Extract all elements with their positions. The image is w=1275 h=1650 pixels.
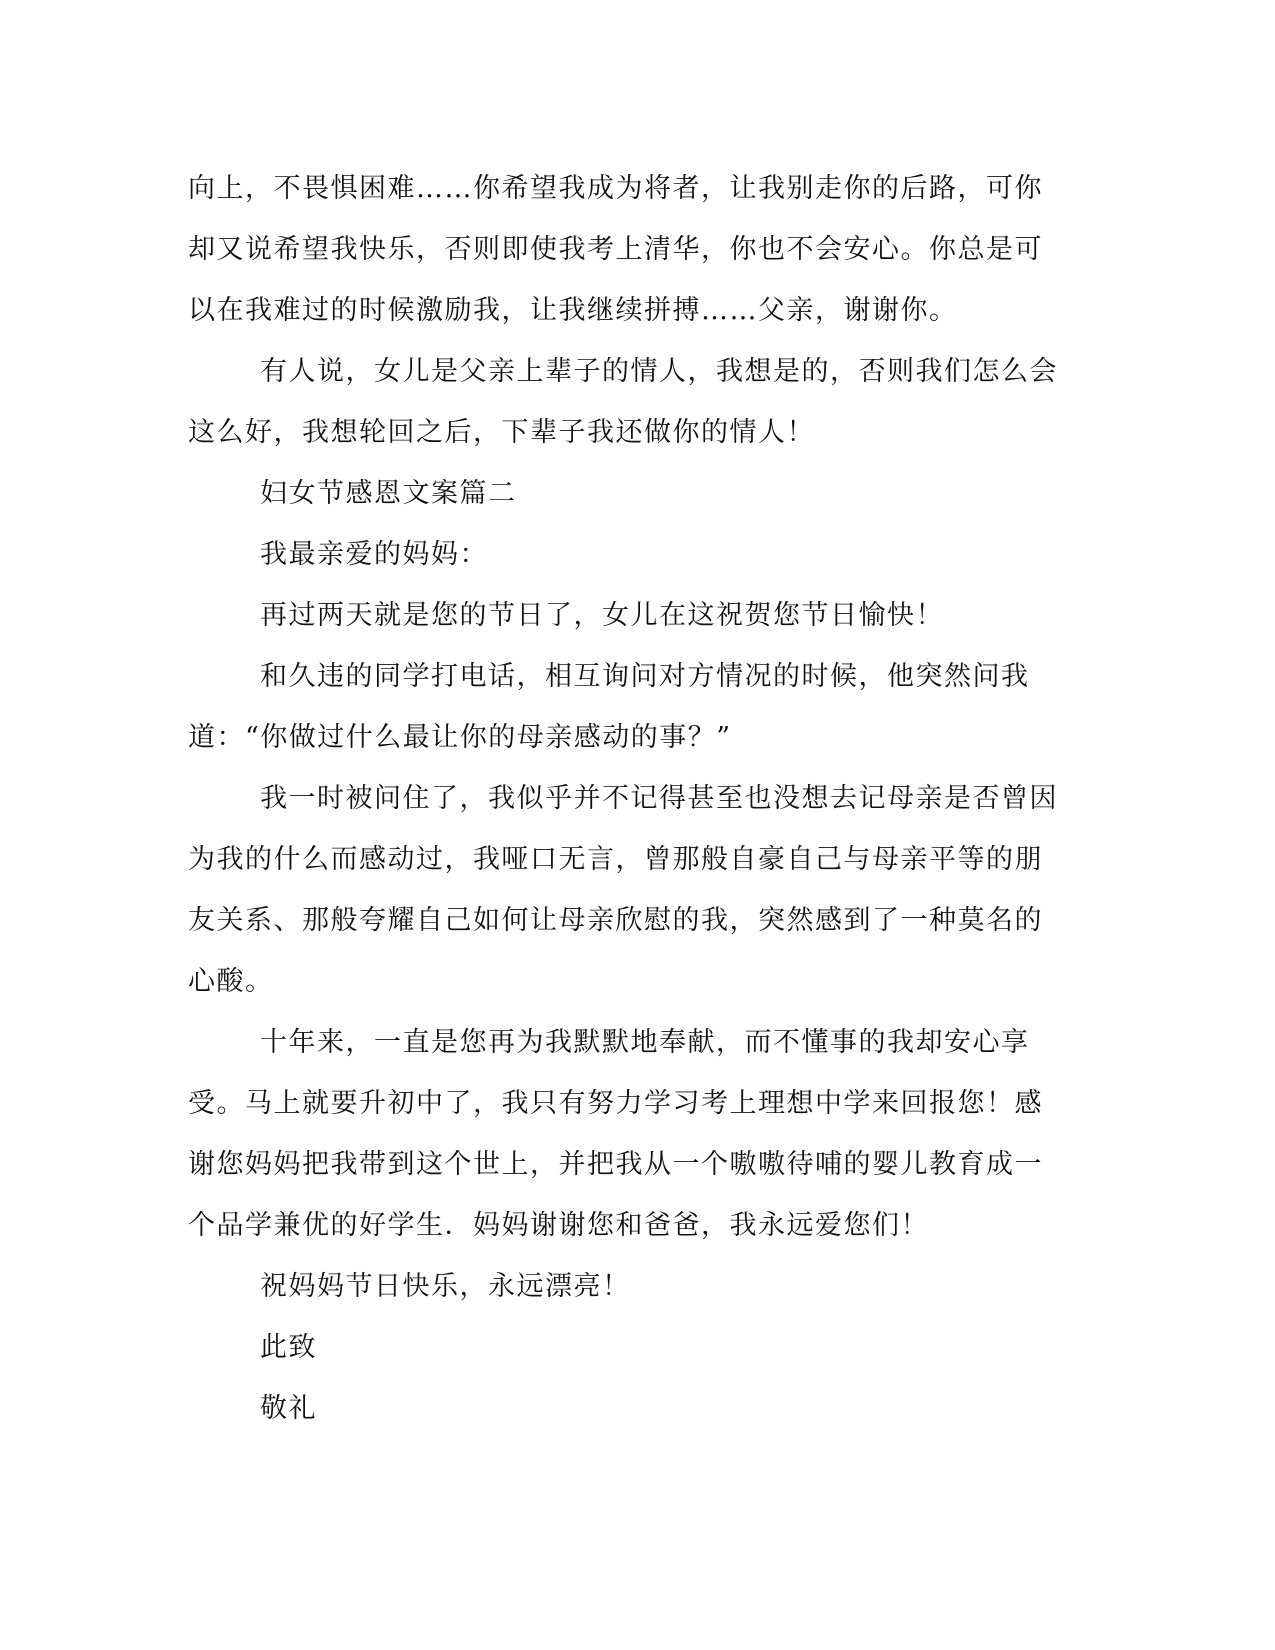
paragraph-reflection: 我一时被问住了，我似乎并不记得甚至也没想去记母亲是否曾因为我的什么而感动过，我哑口无言，曾那般自豪自己与母亲平等的朋友关系、那般夸耀自己如何让母亲欣慰的我，突然感到了一种莫名的心酸。 (188, 783, 1058, 997)
section-heading: 妇女节感恩文案篇二 (260, 478, 517, 509)
paragraph-wish: 祝妈妈节日快乐，永远漂亮！ (260, 1271, 631, 1302)
paragraph-gratitude: 十年来，一直是您再为我默默地奉献，而不懂事的我却安心享受。马上就要升初中了，我只有努力学习考上理想中学来回报您！感谢您妈妈把我带到这个世上，并把我从一个嗷嗷待哺的婴儿教育成一个品学兼优的好学生．妈妈谢谢您和爸爸，我永远爱您们！ (188, 1027, 1043, 1241)
document-body (188, 158, 1068, 1439)
closing-cizhi: 此致 (260, 1332, 317, 1363)
paragraph-continuation: 向上，不畏惧困难……你希望我成为将者，让我别走你的后路，可你却又说希望我快乐，否则即使我考上清华，你也不会安心。你总是可以在我难过的时候激励我，让我继续拼搏……父亲，谢谢你。 (188, 173, 1043, 326)
paragraph-lover-quote: 有人说，女儿是父亲上辈子的情人，我想是的，否则我们怎么会这么好，我想轮回之后，下辈子我还做你的情人！ (188, 356, 1058, 448)
paragraph-greeting: 再过两天就是您的节日了，女儿在这祝贺您节日愉快！ (260, 600, 944, 631)
closing-jingli: 敬礼 (260, 1393, 317, 1424)
paragraph-phone-call: 和久违的同学打电话，相互询问对方情况的时候，他突然问我道：“你做过什么最让你的母亲感动的事？” (188, 661, 1030, 753)
letter-salutation: 我最亲爱的妈妈： (260, 539, 488, 570)
